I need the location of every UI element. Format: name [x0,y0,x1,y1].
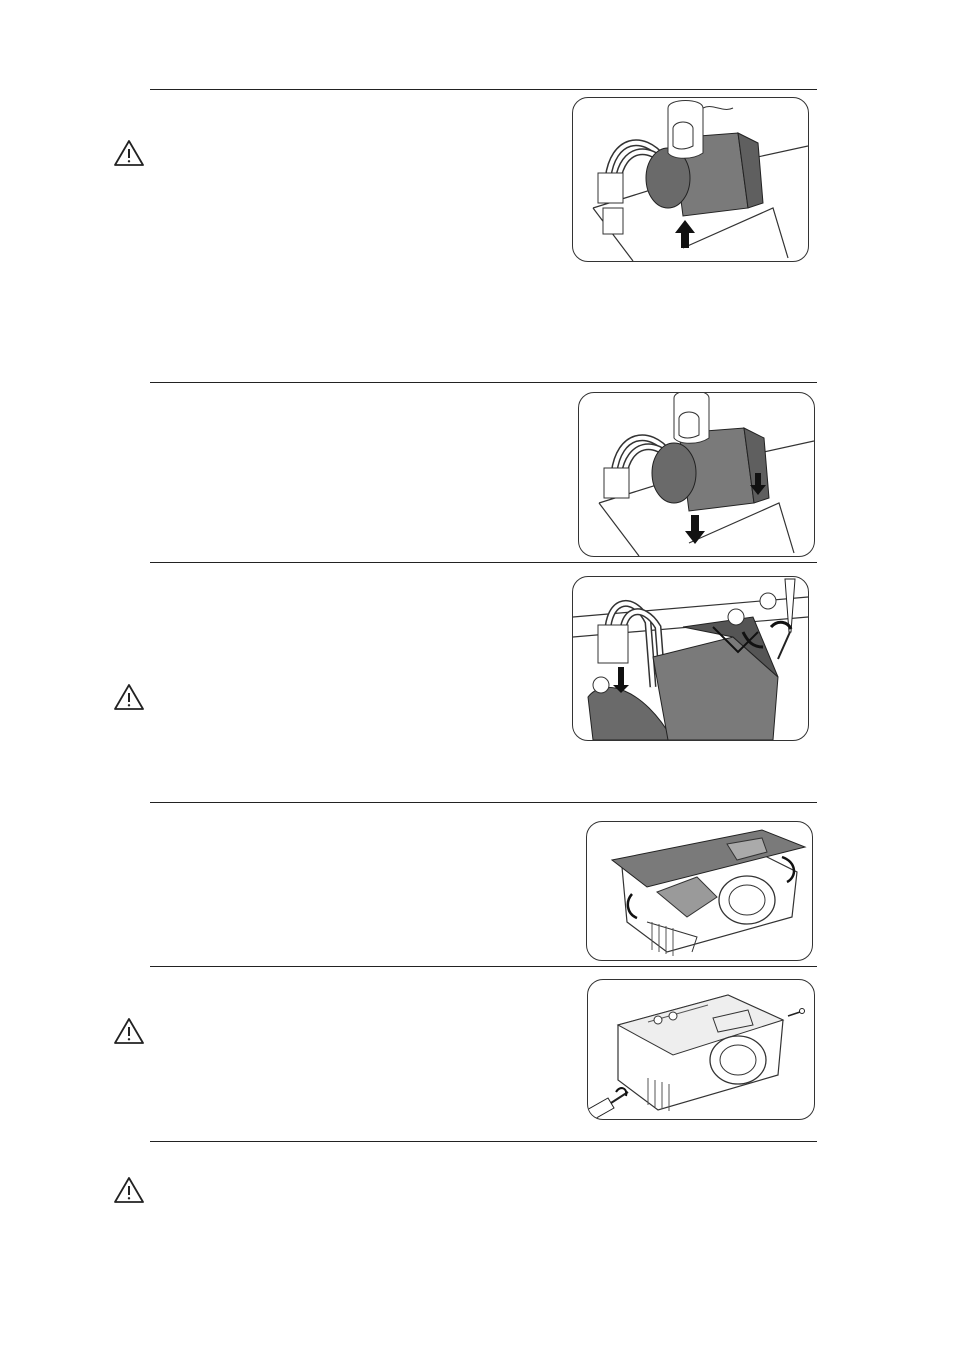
section-divider [150,802,817,803]
lamp-push-down-illustration [578,392,815,557]
lamp-cover-replace-illustration [586,821,813,961]
caution-triangle-icon [113,138,145,168]
caution-triangle-icon [113,1175,145,1205]
section-divider [150,562,817,563]
cover-screw-tighten-illustration [587,979,815,1120]
section-divider [150,1141,817,1142]
section-divider [150,382,817,383]
section-divider [150,89,817,90]
lamp-insert-illustration [572,97,809,262]
caution-triangle-icon [113,1016,145,1046]
caution-triangle-icon [113,682,145,712]
lamp-tighten-screws-illustration [572,576,809,741]
section-divider [150,966,817,967]
